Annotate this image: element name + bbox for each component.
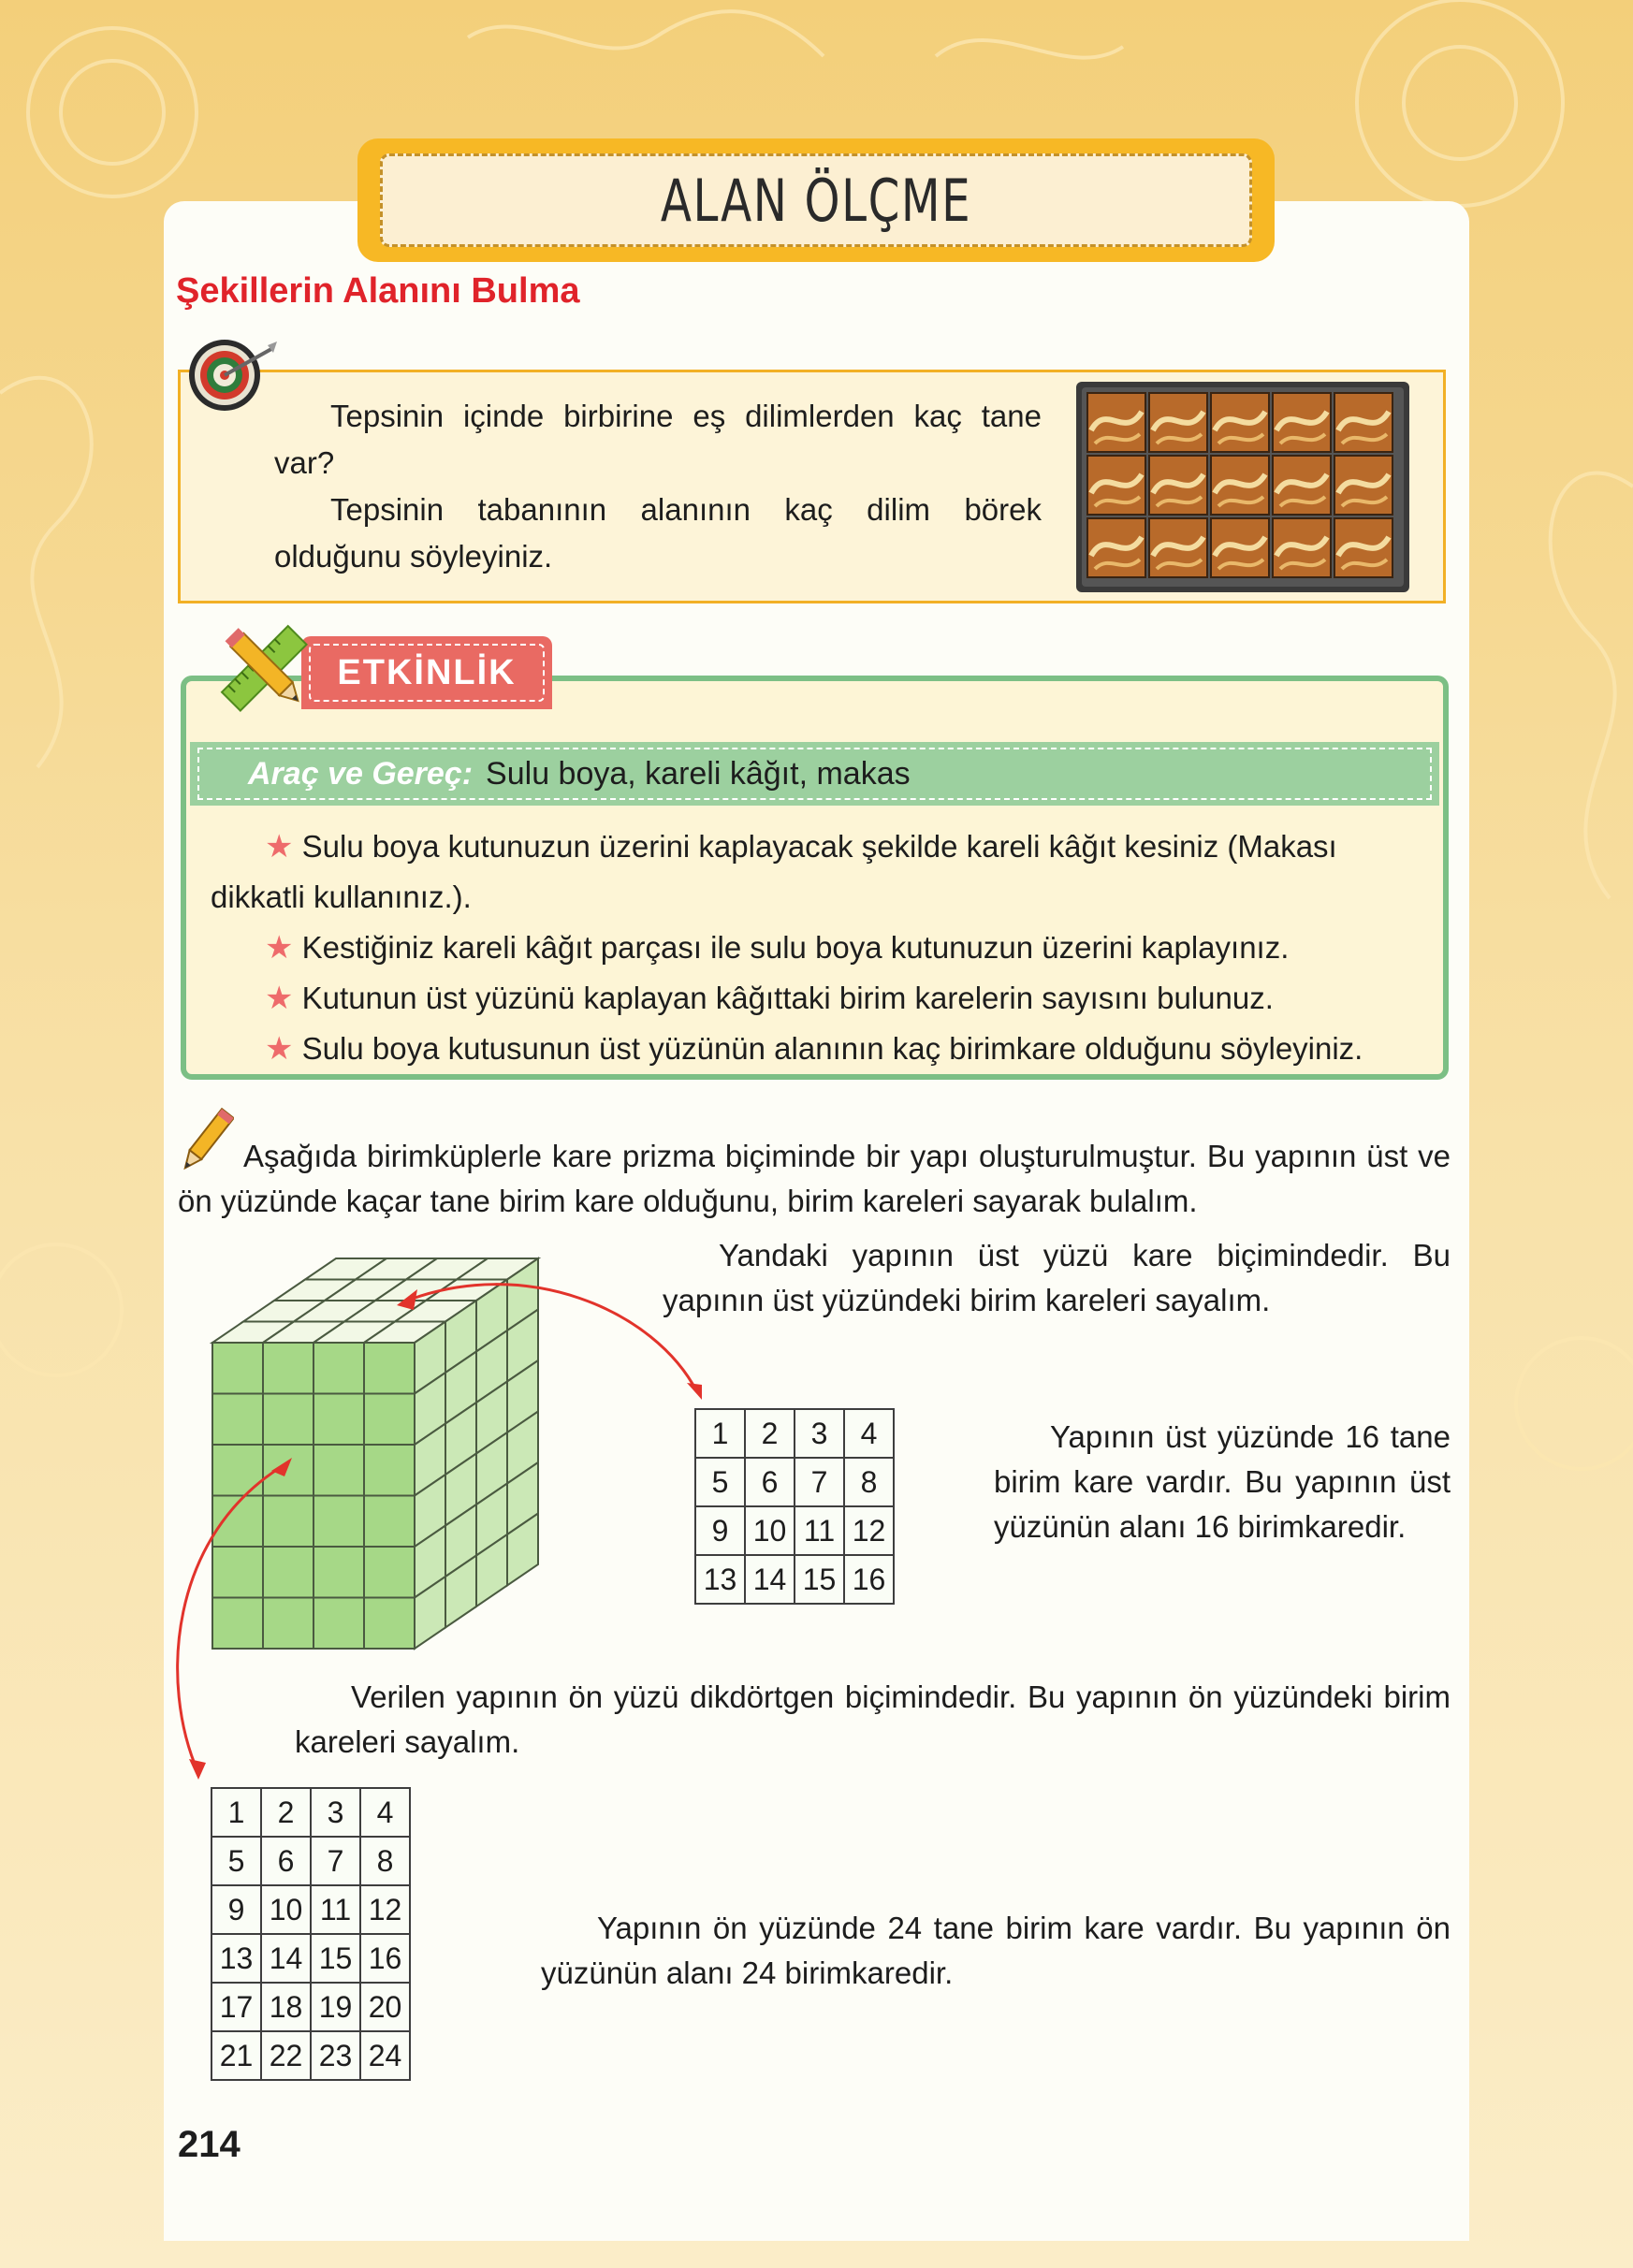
front-grid-row <box>211 1934 410 1983</box>
front-unit-square <box>212 1598 263 1650</box>
front-grid-row <box>211 1885 410 1934</box>
front-grid-cell: 9 <box>211 1885 261 1934</box>
materials-value: Sulu boya, kareli kâğıt, makas <box>486 755 911 792</box>
top-face-text: Yandaki yapının üst yüzü kare biçimindedir. Bu yapının üst yüzündeki birim kareleri sayalım. <box>663 1238 1451 1317</box>
front-grid-cell: 10 <box>261 1885 311 1934</box>
front-unit-square <box>364 1394 415 1446</box>
front-grid-cell: 22 <box>261 2031 311 2080</box>
front-unit-square <box>364 1496 415 1548</box>
top-grid-cell: 11 <box>795 1506 844 1555</box>
top-grid-cell: 16 <box>844 1555 894 1604</box>
front-unit-square <box>212 1394 263 1446</box>
front-unit-square <box>313 1496 364 1548</box>
materials-label: Araç ve Gereç: <box>248 755 474 792</box>
front-grid-cell: 11 <box>311 1885 360 1934</box>
front-face-grid <box>211 1787 411 2081</box>
activity-item: ★ Sulu boya kutunuzun üzerini kaplayacak şekilde kareli kâğıt kesiniz (Makası dikkatli kullanınız.). <box>211 829 1337 914</box>
front-grid-row <box>211 2031 410 2080</box>
top-grid-cell: 4 <box>844 1409 894 1458</box>
front-unit-square <box>313 1445 364 1496</box>
front-unit-square <box>313 1343 364 1394</box>
top-grid-cell: 7 <box>795 1458 844 1506</box>
top-grid-cell: 1 <box>695 1409 745 1458</box>
top-grid-cell: 9 <box>695 1506 745 1555</box>
top-grid-cell: 6 <box>745 1458 795 1506</box>
page-number: 214 <box>178 2124 241 2165</box>
front-grid-cell: 24 <box>360 2031 410 2080</box>
top-grid-row <box>695 1458 894 1506</box>
star-icon: ★ <box>265 1031 294 1067</box>
front-unit-square <box>263 1547 313 1598</box>
front-grid-row <box>211 1837 410 1885</box>
front-unit-square <box>313 1547 364 1598</box>
front-face-result: Yapının ön yüzünde 24 tane birim kare vardır. Bu yapının ön yüzünün alanı 24 birimkaredir. <box>541 1911 1451 1990</box>
front-unit-square <box>263 1445 313 1496</box>
front-unit-square <box>263 1343 313 1394</box>
top-grid-cell: 15 <box>795 1555 844 1604</box>
front-unit-square <box>263 1496 313 1548</box>
front-grid-cell: 1 <box>211 1788 261 1837</box>
top-grid-cell: 2 <box>745 1409 795 1458</box>
front-grid-cell: 2 <box>261 1788 311 1837</box>
top-grid-row <box>695 1555 894 1604</box>
example-intro: Aşağıda birimküplerle kare prizma biçiminde bir yapı oluşturulmuştur. Bu yapının üst ve ön yüzünde kaçar tane birim kare olduğunu, birim kareleri sayarak bulalım. <box>178 1139 1451 1218</box>
front-grid-cell: 16 <box>360 1934 410 1983</box>
top-grid-row <box>695 1409 894 1458</box>
front-unit-square <box>263 1598 313 1650</box>
front-grid-cell: 4 <box>360 1788 410 1837</box>
front-grid-cell: 5 <box>211 1837 261 1885</box>
front-unit-square <box>364 1598 415 1650</box>
front-unit-square <box>364 1343 415 1394</box>
front-unit-square <box>263 1394 313 1446</box>
star-icon: ★ <box>265 829 294 865</box>
front-unit-square <box>364 1445 415 1496</box>
front-grid-cell: 12 <box>360 1885 410 1934</box>
front-grid-cell: 19 <box>311 1983 360 2031</box>
section-subtitle: Şekillerin Alanını Bulma <box>176 271 580 311</box>
front-grid-cell: 21 <box>211 2031 261 2080</box>
front-unit-square <box>212 1445 263 1496</box>
front-grid-row <box>211 1788 410 1837</box>
star-icon: ★ <box>265 981 294 1016</box>
activity-item: ★ Sulu boya kutusunun üst yüzünün alanının kaç birimkare olduğunu söyleyiniz. <box>265 1031 1363 1067</box>
front-grid-row <box>211 1983 410 2031</box>
activity-item: ★ Kestiğiniz kareli kâğıt parçası ile sulu boya kutunuzun üzerini kaplayınız. <box>265 930 1290 966</box>
top-grid-cell: 13 <box>695 1555 745 1604</box>
front-grid-cell: 14 <box>261 1934 311 1983</box>
top-grid-cell: 3 <box>795 1409 844 1458</box>
activity-item: ★ Kutunun üst yüzünü kaplayan kâğıttaki birim karelerin sayısını bulunuz. <box>265 981 1274 1016</box>
front-grid-cell: 15 <box>311 1934 360 1983</box>
front-unit-square <box>212 1343 263 1394</box>
front-unit-square <box>313 1394 364 1446</box>
front-grid-cell: 23 <box>311 2031 360 2080</box>
top-grid-cell: 5 <box>695 1458 745 1506</box>
front-grid-cell: 17 <box>211 1983 261 2031</box>
front-grid-cell: 8 <box>360 1837 410 1885</box>
top-grid-row <box>695 1506 894 1555</box>
top-grid-cell: 12 <box>844 1506 894 1555</box>
front-face-text: Verilen yapının ön yüzü dikdörtgen biçimindedir. Bu yapının ön yüzündeki birim kareleri sayalım. <box>295 1679 1451 1759</box>
front-grid-cell: 6 <box>261 1837 311 1885</box>
intro-paragraph: Tepsinin tabanının alanının kaç dilim börek olduğunu söyleyiniz. <box>274 492 1042 574</box>
top-grid-cell: 14 <box>745 1555 795 1604</box>
front-grid-cell: 20 <box>360 1983 410 2031</box>
activity-tab-label: ETKİNLİK <box>337 652 517 692</box>
front-unit-square <box>313 1598 364 1650</box>
top-face-grid <box>694 1408 895 1605</box>
top-face-result: Yapının üst yüzünde 16 tane birim kare vardır. Bu yapının üst yüzünün alanı 16 birimkaredir. <box>994 1419 1451 1544</box>
top-grid-cell: 10 <box>745 1506 795 1555</box>
star-icon: ★ <box>265 930 294 966</box>
page-title: ALAN ÖLÇME <box>660 166 972 235</box>
front-unit-square <box>364 1547 415 1598</box>
front-grid-cell: 7 <box>311 1837 360 1885</box>
top-grid-cell: 8 <box>844 1458 894 1506</box>
front-grid-cell: 13 <box>211 1934 261 1983</box>
front-unit-square <box>212 1547 263 1598</box>
front-grid-cell: 18 <box>261 1983 311 2031</box>
intro-paragraph: Tepsinin içinde birbirine eş dilimlerden kaç tane var? <box>274 399 1042 480</box>
front-grid-cell: 3 <box>311 1788 360 1837</box>
